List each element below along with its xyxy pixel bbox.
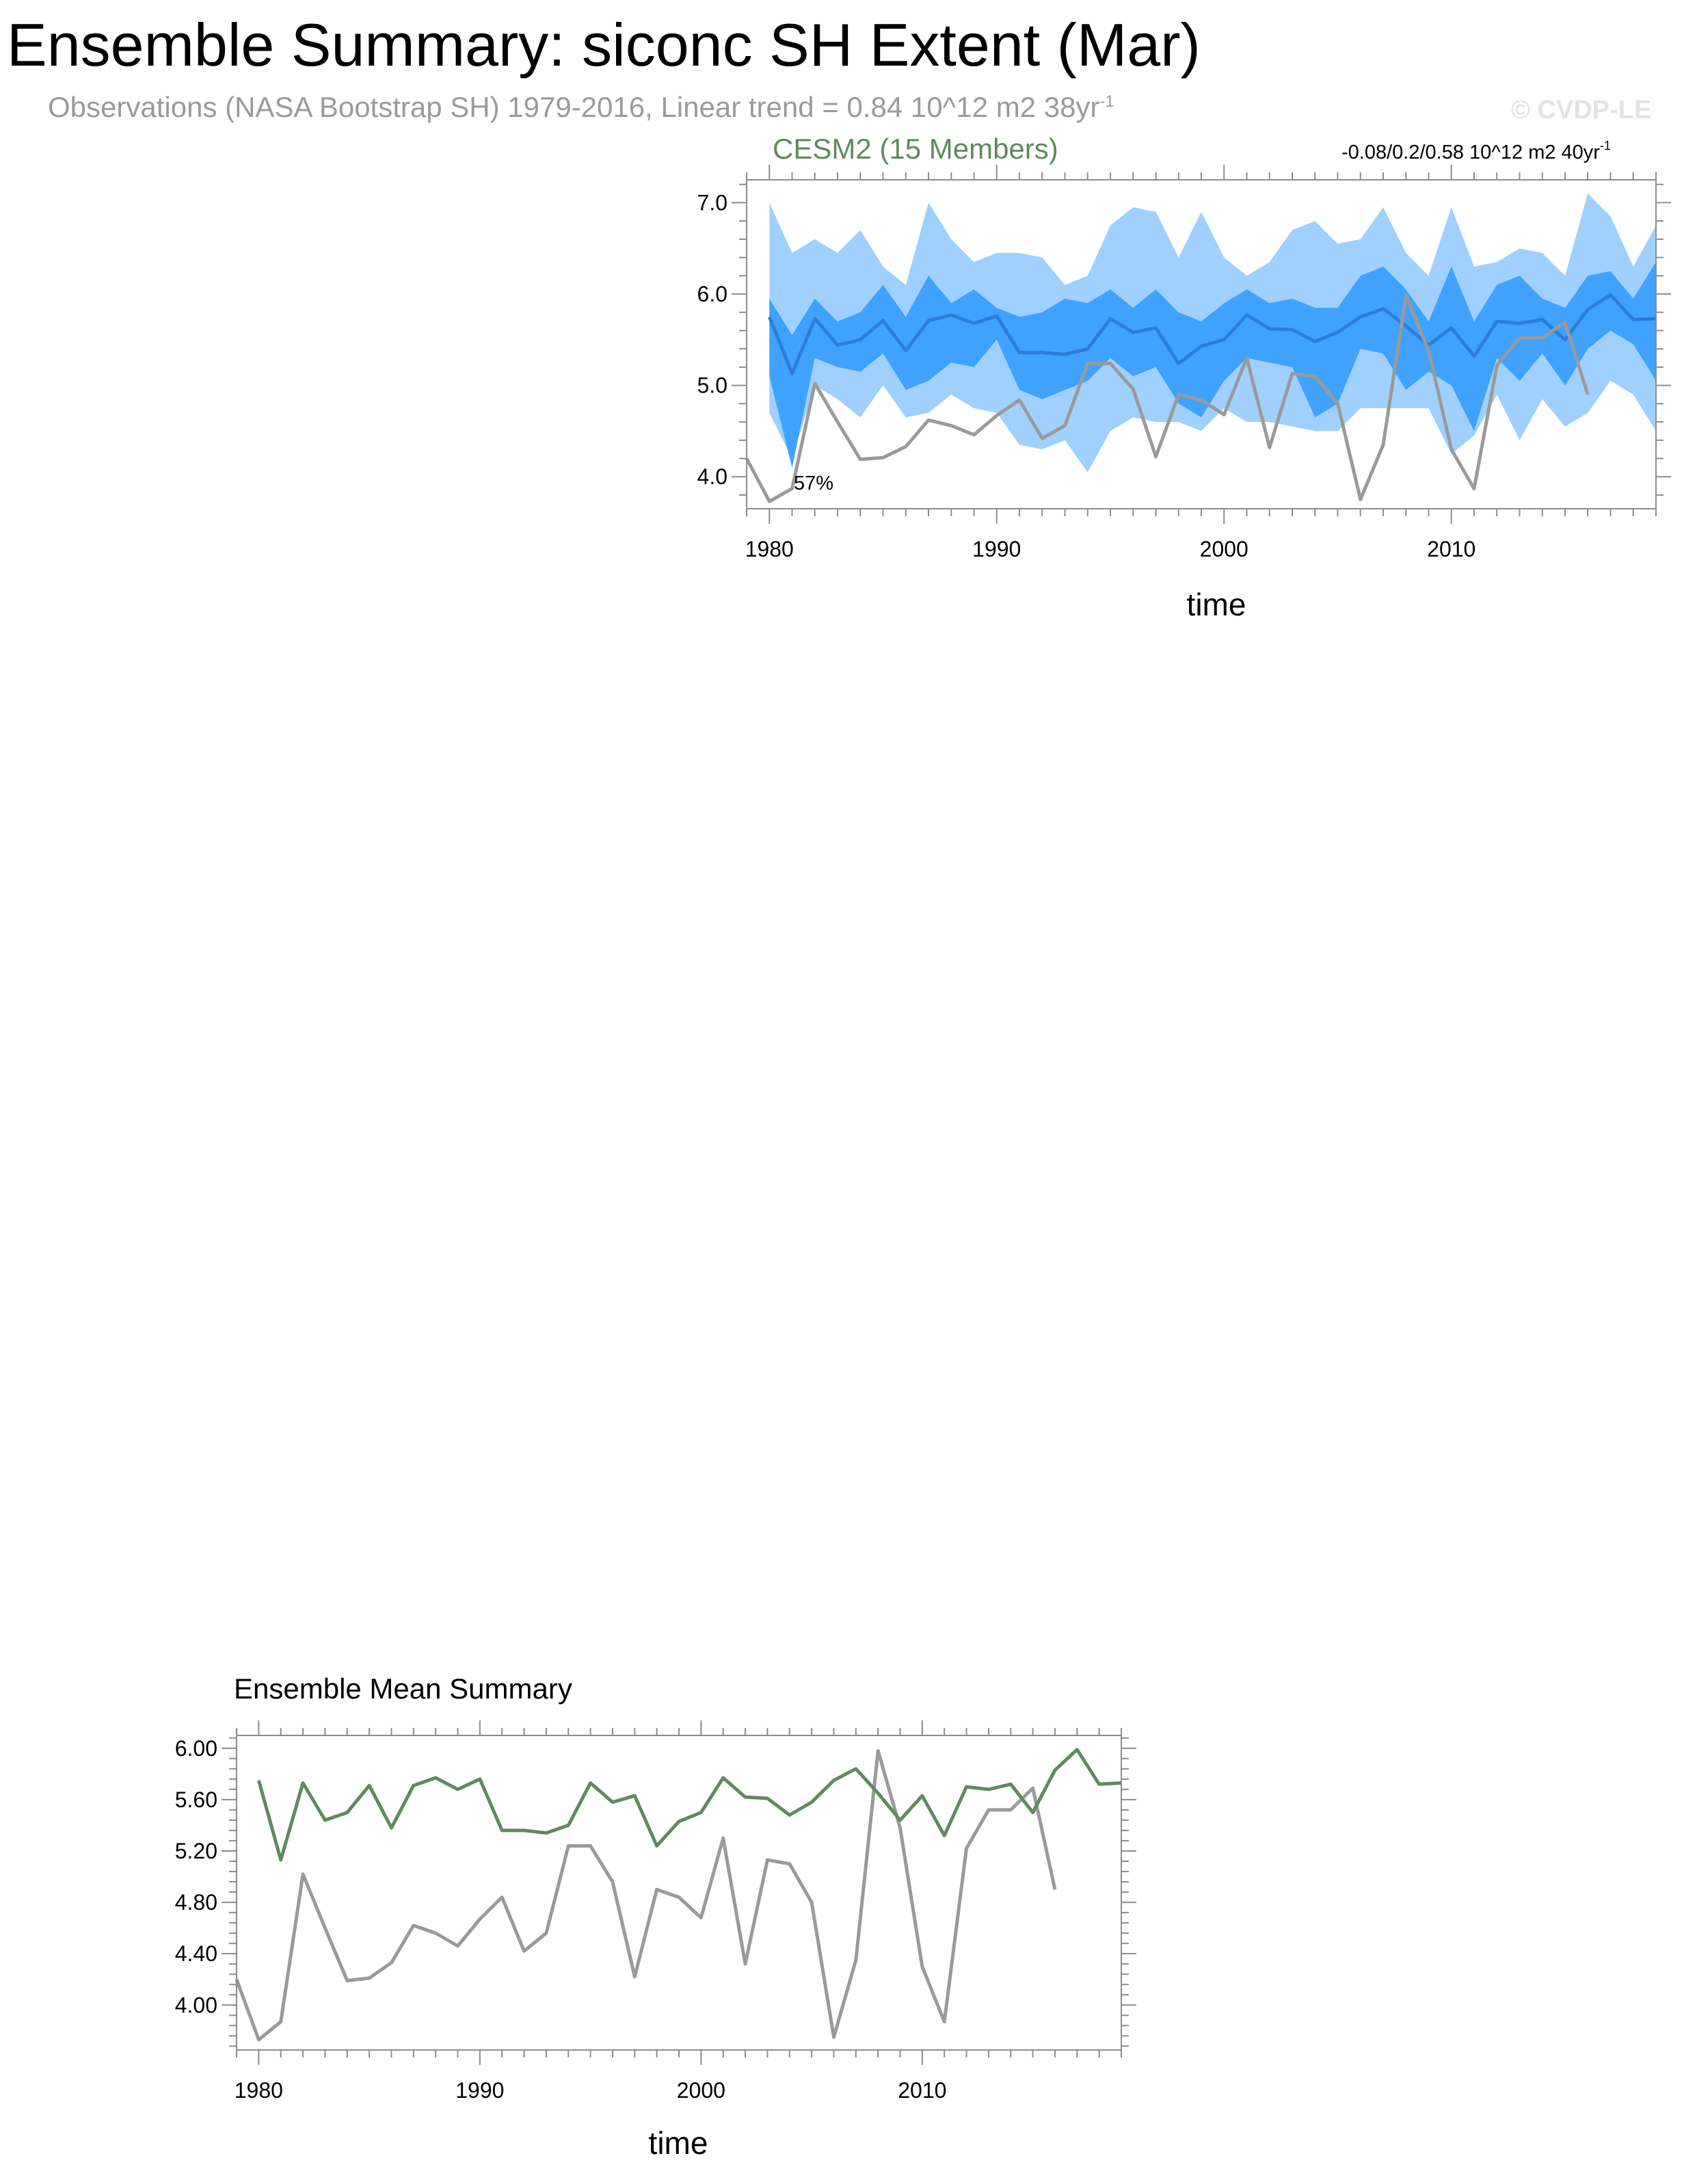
observations-line	[237, 1751, 1055, 2040]
y-tick-label: 5.0	[697, 373, 727, 398]
y-tick-label: 4.40	[174, 1941, 217, 1967]
chart-title: Ensemble Mean Summary	[234, 1673, 572, 1705]
x-axis-label: time	[1186, 587, 1246, 622]
y-tick-label: 5.60	[174, 1787, 217, 1812]
y-tick-label: 6.0	[697, 282, 727, 307]
y-tick-label: 5.20	[174, 1838, 217, 1863]
observations-subtitle-exponent: -1	[1099, 92, 1114, 111]
y-tick-label: 4.80	[174, 1890, 217, 1915]
chart-lines	[237, 1750, 1121, 2040]
x-tick-label: 1990	[455, 2078, 505, 2103]
x-tick-label: 2000	[1199, 537, 1248, 561]
x-tick-label: 2010	[898, 2078, 947, 2103]
ensemble-mean-line	[258, 1750, 1121, 1860]
observations-subtitle-text: Observations (NASA Bootstrap SH) 1979-2016, Linear trend = 0.84 10^12 m2 38yr	[48, 91, 1100, 123]
trend-label-exponent: -1	[1599, 139, 1611, 152]
credit-watermark: © CVDP-LE	[1511, 96, 1652, 124]
page-title: Ensemble Summary: siconc SH Extent (Mar)	[7, 11, 1201, 79]
chart-title: CESM2 (15 Members)	[773, 133, 1058, 165]
x-tick-label: 1990	[972, 537, 1021, 561]
y-tick-label: 6.00	[174, 1735, 217, 1761]
plot-frame	[237, 1735, 1121, 2050]
y-tick-label: 7.0	[697, 190, 727, 215]
x-tick-label: 1980	[745, 537, 794, 561]
x-tick-label: 1980	[234, 2078, 283, 2103]
y-tick-label: 4.0	[697, 464, 727, 490]
x-axis-label: time	[648, 2125, 708, 2161]
trend-label-text: -0.08/0.2/0.58 10^12 m2 40yr	[1341, 142, 1600, 163]
x-tick-label: 2000	[676, 2078, 725, 2103]
x-tick-label: 2010	[1427, 537, 1476, 561]
percent-annotation: 57%	[794, 472, 834, 494]
y-tick-label: 4.00	[174, 1993, 217, 2018]
